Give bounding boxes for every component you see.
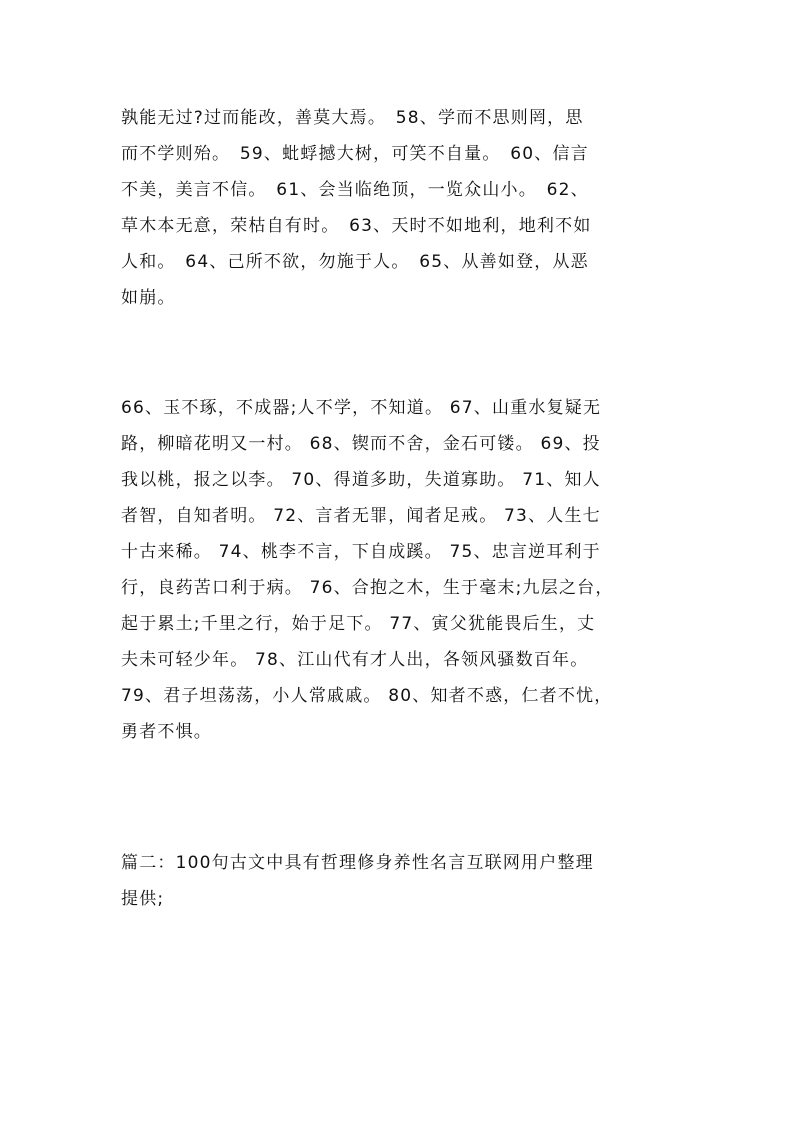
- text-line: 我以桃，报之以李。 70、得道多助，失道寡助。 71、知人: [121, 470, 601, 490]
- text-line: 提供;: [121, 889, 165, 909]
- text-line: 79、君子坦荡荡，小人常戚戚。 80、知者不惑，仁者不忧，: [121, 686, 613, 706]
- paragraph-section-two-heading: [121, 845, 681, 917]
- text-line: 者智，自知者明。 72、言者无罪，闻者足戒。 73、人生七: [121, 506, 601, 526]
- text-line: 十古来稀。 74、桃李不言，下自成蹊。 75、忠言逆耳利于: [121, 542, 601, 562]
- text-line: 路，柳暗花明又一村。 68、锲而不舍，金石可镂。 69、投: [121, 434, 601, 454]
- text-line: 66、玉不琢，不成器;人不学，不知道。 67、山重水复疑无: [121, 398, 602, 418]
- text-line: 夫未可轻少年。 78、江山代有才人出，各领风骚数百年。: [121, 650, 589, 670]
- text-line: 勇者不惧。: [121, 722, 212, 742]
- text-line: 不美，美言不信。 61、会当临绝顶，一览众山小。 62、: [121, 180, 589, 200]
- paragraph-quotes-58-65: [121, 100, 681, 316]
- text-line: 如崩。: [121, 288, 176, 308]
- text-line: 而不学则殆。 59、蚍蜉撼大树，可笑不自量。 60、信言: [121, 144, 589, 164]
- paragraph-quotes-66-80: [121, 390, 681, 750]
- text-line: 起于累土;千里之行，始于足下。 77、寅父犹能畏后生，丈: [121, 614, 596, 634]
- text-line: 草木本无意，荣枯自有时。 63、天时不如地利，地利不如: [121, 216, 592, 236]
- text-line: 人和。 64、己所不欲，勿施于人。 65、从善如登，从恶: [121, 252, 589, 272]
- text-line: 孰能无过?过而能改，善莫大焉。 58、学而不思则罔，思: [121, 108, 584, 128]
- text-line: 行，良药苦口利于病。 76、合抱之木，生于毫末;九层之台，: [121, 578, 614, 598]
- text-line: 篇二：100句古文中具有哲理修身养性名言互联网用户整理: [121, 853, 594, 873]
